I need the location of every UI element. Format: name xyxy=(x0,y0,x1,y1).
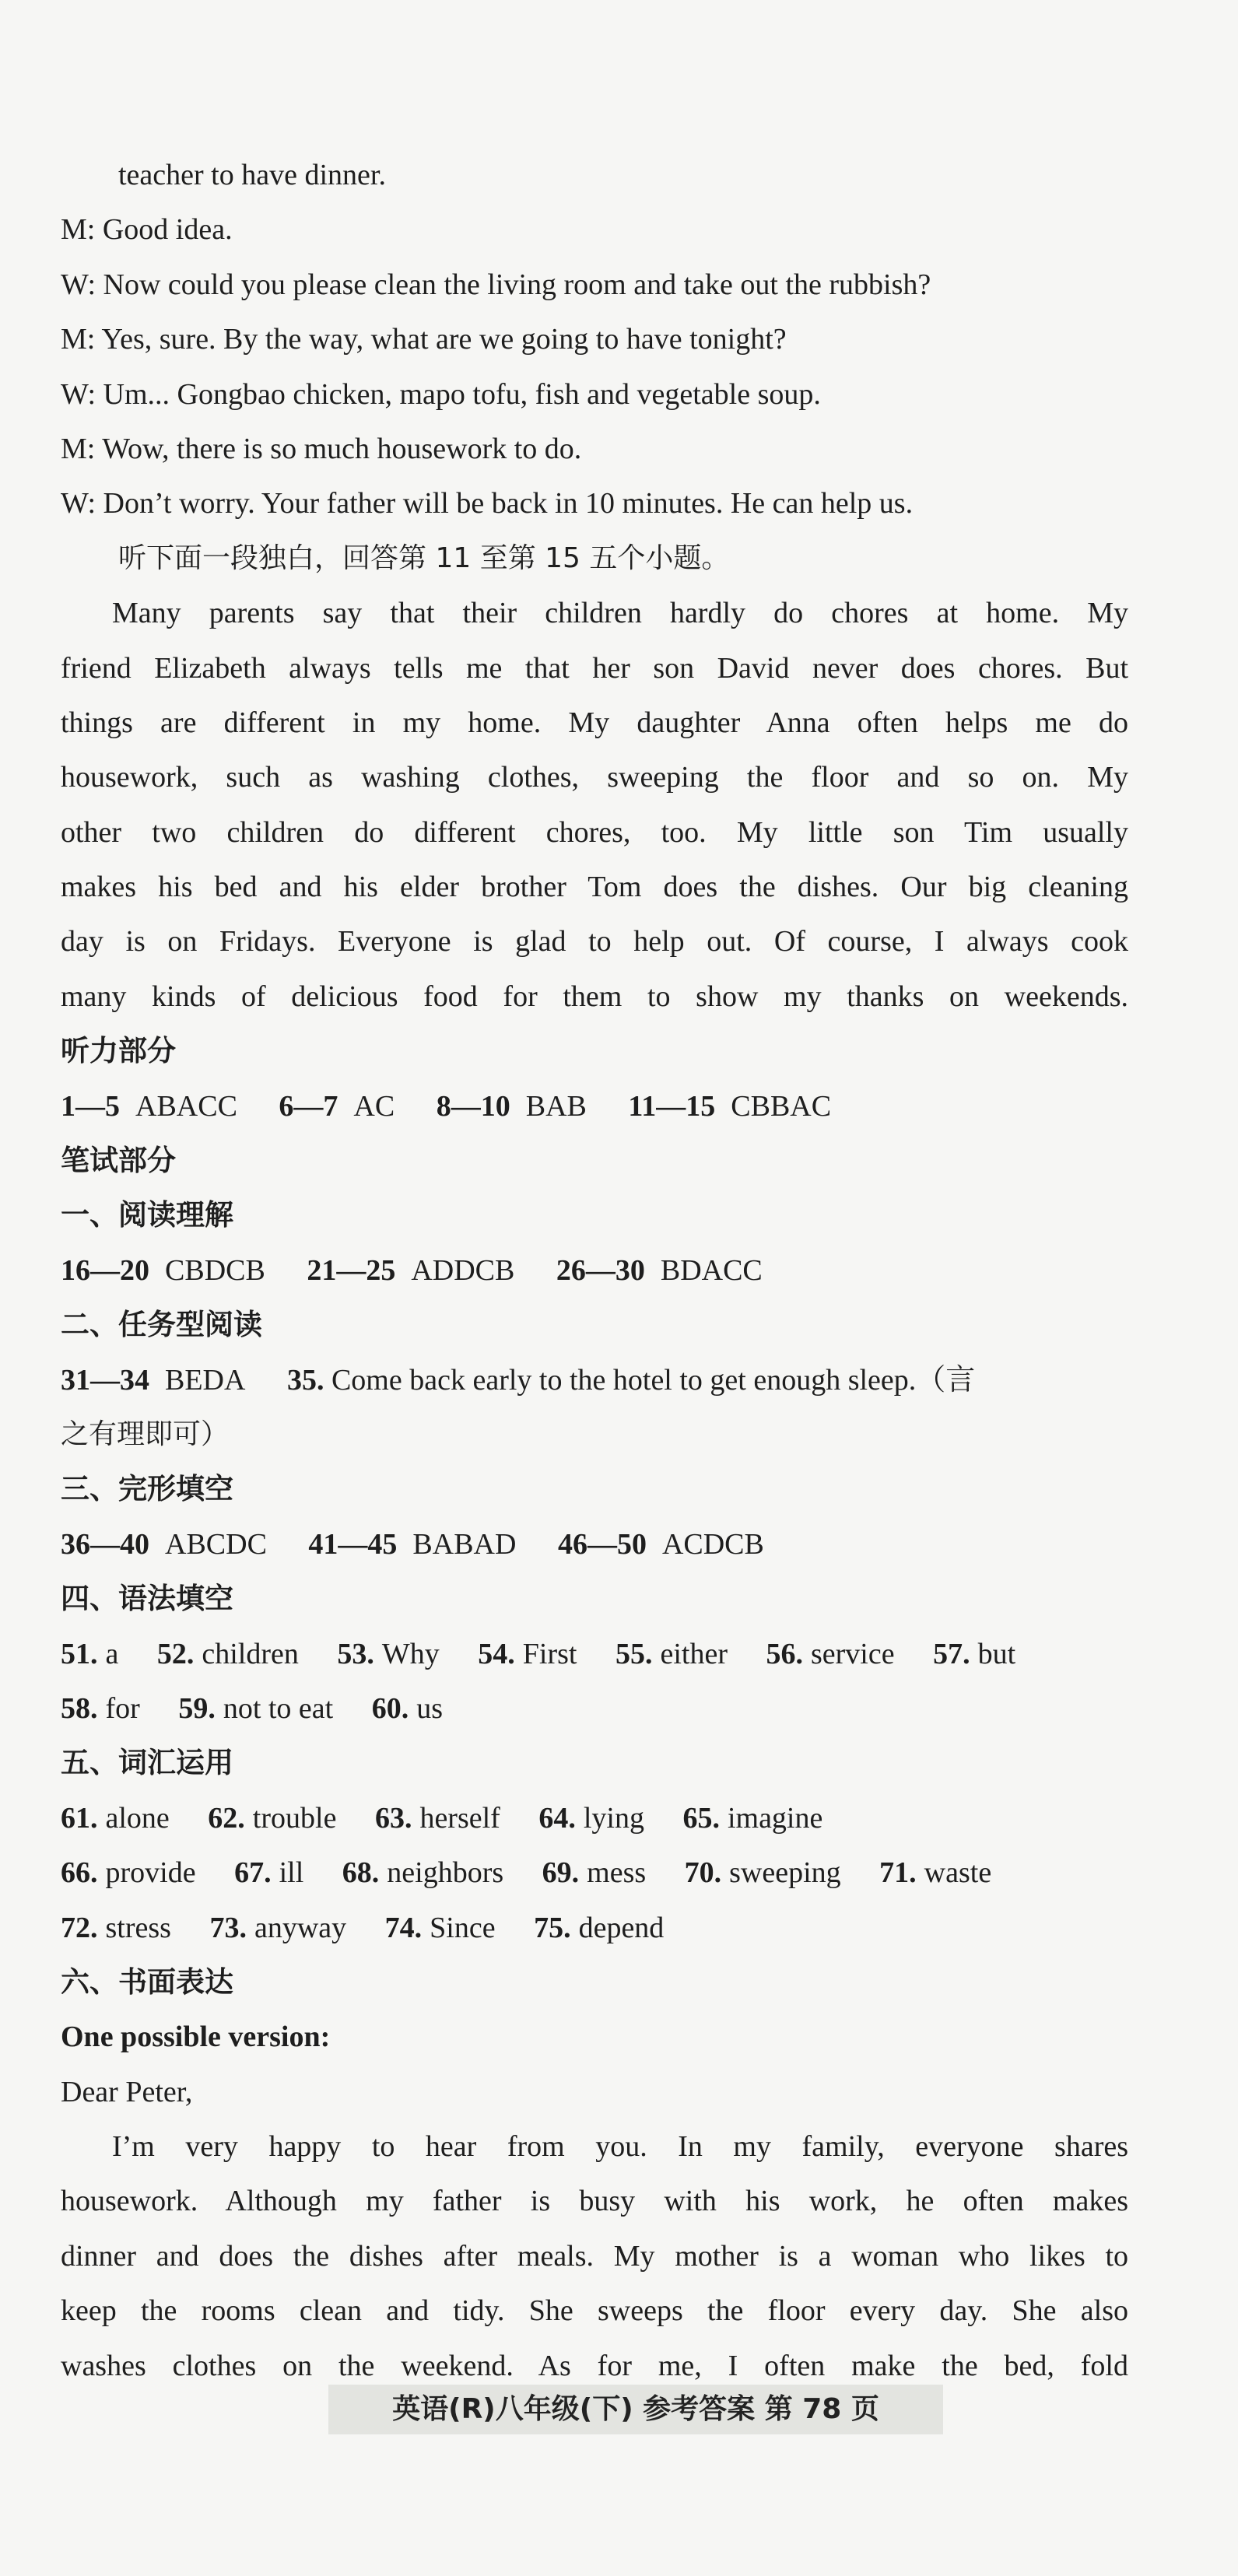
monologue-line: housework, such as washing clothes, sweeping the floor and so on. My xyxy=(61,761,1128,794)
answer-group: 6—7 AC xyxy=(279,1089,395,1123)
monologue-line: day is on Fridays. Everyone is glad to help out. Of course, I always cook xyxy=(61,925,1128,959)
monologue-line: Many parents say that their children hardly do chores at home. My xyxy=(112,597,1128,630)
dialogue-line-2 xyxy=(61,258,1128,312)
answer-group: 26—30 BDACC xyxy=(556,1253,763,1287)
section-title-written: 笔试部分 xyxy=(61,1144,176,1178)
essay-line: dinner and does the dishes after meals. My mother is a woman who likes to xyxy=(61,2239,1128,2273)
answer-group: 16—20 CBDCB xyxy=(61,1253,265,1287)
utterance: Now could you please clean the living room and take out the rubbish? xyxy=(103,268,931,301)
page-footer: 英语(R)八年级(下) 参考答案 第 78 页 xyxy=(328,2385,943,2434)
dialogue-line-1 xyxy=(61,202,1128,257)
answer-group: 21—25 ADDCB xyxy=(307,1253,515,1287)
answer-group: 11—15 CBBAC xyxy=(628,1089,832,1123)
speaker: M: xyxy=(61,323,96,356)
section-title-writing: 六、书面表达 xyxy=(61,1964,233,1999)
monologue-line: other two children do different chores, too. My little son Tim usually xyxy=(61,815,1128,849)
monologue-intro: 听下面一段独白，回答第 11 至第 15 五个小题。 xyxy=(118,541,730,574)
monologue-line: many kinds of delicious food for them to show my thanks on weekends. xyxy=(61,980,1128,1013)
answer-group: 36—40 ABCDC xyxy=(61,1527,267,1561)
section-title-cloze: 三、完形填空 xyxy=(61,1472,233,1506)
section-title-task-reading: 二、任务型阅读 xyxy=(61,1308,262,1342)
monologue-line: friend Elizabeth always tells me that her son David never does chores. But xyxy=(61,651,1128,685)
salutation: Dear Peter, xyxy=(61,2075,193,2108)
cloze-answers xyxy=(61,1517,1128,1572)
reading-answers xyxy=(61,1243,1128,1298)
listening-answers xyxy=(61,1079,1128,1134)
essay-line: washes clothes on the weekend. As for me, I often make the bed, fold xyxy=(61,2349,1128,2382)
section-title-grammar: 四、语法填空 xyxy=(61,1582,233,1616)
version-label: One possible version: xyxy=(61,2020,331,2054)
vocabulary-row: 66. provide 67. ill 68. neighbors 69. mess 70. sweeping 71. waste xyxy=(61,1856,992,1890)
speaker: M: xyxy=(61,432,96,465)
section-title-listening: 听力部分 xyxy=(61,1034,176,1068)
vocabulary-row: 61. alone 62. trouble 63. herself 64. lying 65. imagine xyxy=(61,1801,823,1835)
utterance: Don’t worry. Your father will be back in 10 minutes. He can help us. xyxy=(103,487,914,520)
section-title-vocabulary: 五、词汇运用 xyxy=(61,1746,233,1780)
utterance: Good idea. xyxy=(102,213,233,247)
speaker: W: xyxy=(61,268,96,301)
speaker: M: xyxy=(61,213,96,247)
answer-group: 31—34 BEDA xyxy=(61,1363,246,1397)
essay-line: housework. Although my father is busy with his work, he often makes xyxy=(61,2185,1128,2218)
essay-line: I’m very happy to hear from you. In my family, everyone shares xyxy=(112,2130,1128,2164)
answer-group: 1—5 ABACC xyxy=(61,1089,237,1123)
vocabulary-row: 72. stress 73. anyway 74. Since 75. depend xyxy=(61,1911,665,1944)
monologue-line: things are different in my home. My daughter Anna often helps me do xyxy=(61,706,1128,739)
q35-answer: Come back early to the hotel to get enough sleep.（言 xyxy=(331,1363,976,1397)
answer-group: 8—10 BAB xyxy=(436,1089,587,1123)
dialogue-line-0: teacher to have dinner. xyxy=(118,159,386,191)
grammar-row: 51. a 52. children 53. Why 54. First 55. either 56. service 57. but xyxy=(61,1637,1016,1670)
task-reading-answers: 31—34 BEDA 35. Come back early to the hotel to get enough sleep.（言 xyxy=(61,1363,976,1397)
answer-page xyxy=(61,148,1128,2393)
dialogue-line-4 xyxy=(61,367,1128,422)
speaker: W: xyxy=(61,487,96,520)
monologue-line: makes his bed and his elder brother Tom does the dishes. Our big cleaning xyxy=(61,871,1128,904)
essay-line: keep the rooms clean and tidy. She sweeps the floor every day. She also xyxy=(61,2294,1128,2328)
grammar-row: 58. for 59. not to eat 60. us xyxy=(61,1691,444,1725)
speaker: W: xyxy=(61,377,96,411)
dialogue-line-6 xyxy=(61,476,1128,531)
utterance: Yes, sure. By the way, what are we going to have tonight? xyxy=(101,323,787,356)
answer-group: 46—50 ACDCB xyxy=(557,1527,764,1561)
q35-answer-cont: 之有理即可） xyxy=(61,1418,230,1450)
utterance: Um... Gongbao chicken, mapo tofu, fish and vegetable soup. xyxy=(103,377,821,411)
utterance: Wow, there is so much housework to do. xyxy=(102,432,582,465)
section-title-reading: 一、阅读理解 xyxy=(61,1198,233,1232)
answer-group: 41—45 BABAD xyxy=(308,1527,517,1561)
dialogue-line-3 xyxy=(61,312,1128,366)
dialogue-line-5 xyxy=(61,422,1128,476)
